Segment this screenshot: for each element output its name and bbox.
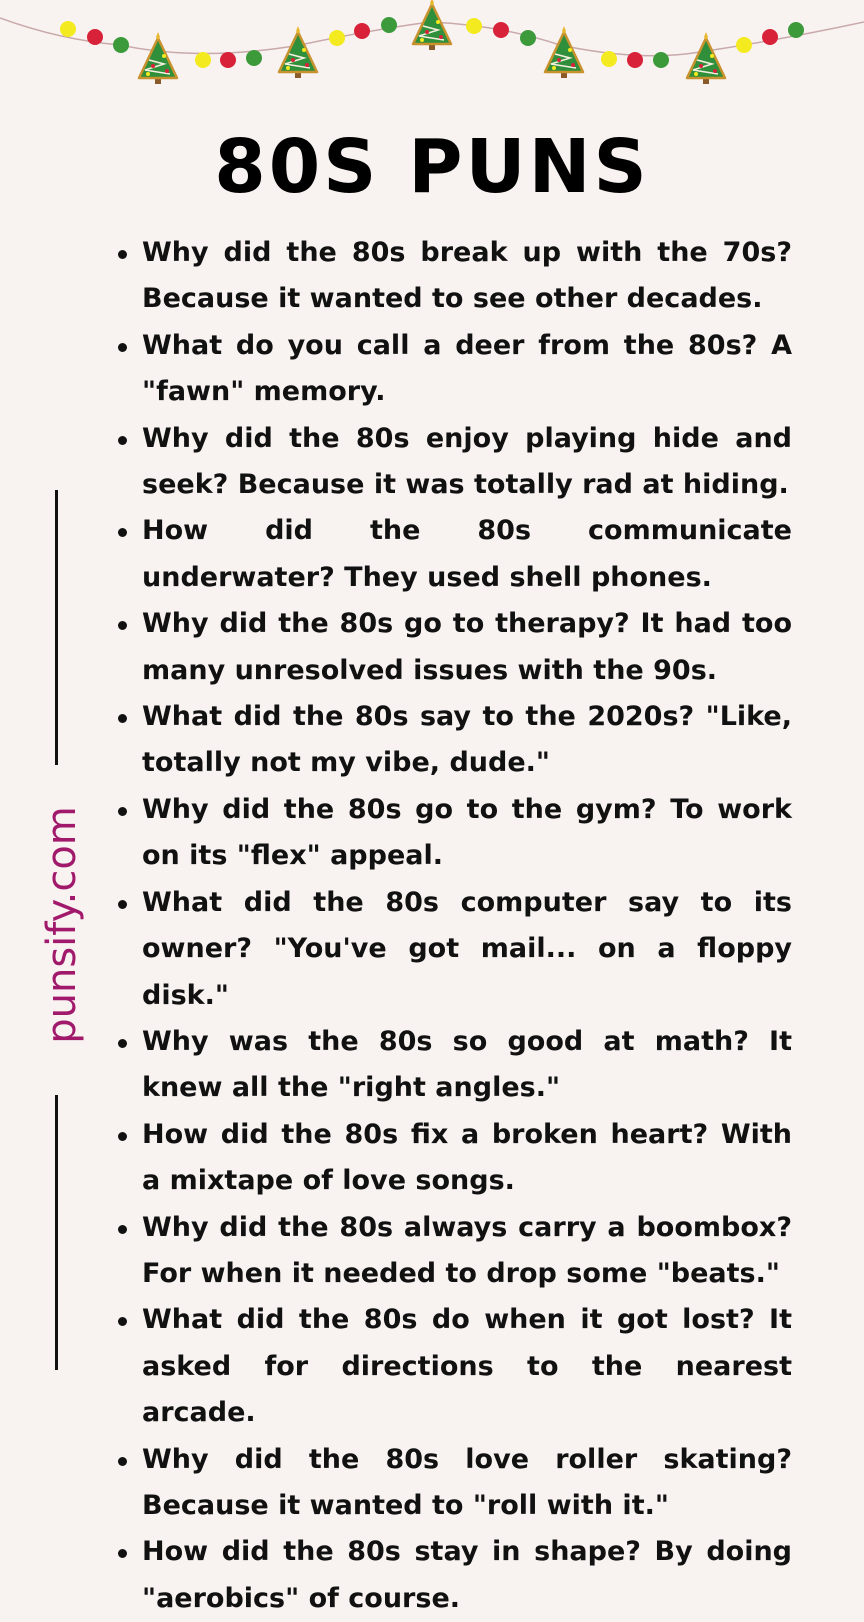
pun-item: Why did the 80s break up with the 70s? Because it wanted to see other decades.: [112, 230, 792, 323]
site-watermark: punsify.com: [39, 806, 85, 1044]
divider-line-top: [55, 490, 58, 765]
light-bulb-icon: [354, 23, 370, 39]
page-title: 80S PUNS: [214, 124, 650, 210]
pun-item: Why did the 80s always carry a boombox? For when it needed to drop some "beats.": [112, 1205, 792, 1298]
light-bulb-icon: [329, 30, 345, 46]
light-bulb-icon: [466, 18, 482, 34]
light-bulb-icon: [601, 51, 617, 67]
light-bulb-icon: [220, 52, 236, 68]
light-bulb-icon: [493, 22, 509, 38]
light-bulb-icon: [113, 37, 129, 53]
light-bulb-icon: [736, 37, 752, 53]
light-bulb-icon: [627, 52, 643, 68]
christmas-tree-icon: [687, 32, 725, 84]
pun-item: Why did the 80s go to therapy? It had too many unresolved issues with the 90s.: [112, 601, 792, 694]
pun-item: Why did the 80s enjoy playing hide and seek? Because it was totally rad at hiding.: [112, 416, 792, 509]
pun-item: Why was the 80s so good at math? It knew all the "right angles.": [112, 1019, 792, 1112]
light-bulb-icon: [381, 17, 397, 33]
pun-item: What did the 80s do when it got lost? It asked for directions to the nearest arcade.: [112, 1297, 792, 1436]
light-bulb-icon: [762, 29, 778, 45]
christmas-tree-icon: [413, 0, 451, 50]
light-bulb-icon: [87, 29, 103, 45]
pun-item: What did the 80s computer say to its owner? "You've got mail... on a floppy disk.": [112, 880, 792, 1019]
christmas-tree-icon: [279, 26, 317, 78]
pun-item: What do you call a deer from the 80s? A "fawn" memory.: [112, 323, 792, 416]
christmas-tree-icon: [545, 26, 583, 78]
light-bulb-icon: [60, 21, 76, 37]
light-bulb-icon: [520, 30, 536, 46]
pun-item: Why did the 80s go to the gym? To work on its "flex" appeal.: [112, 787, 792, 880]
divider-line-bottom: [55, 1095, 58, 1370]
christmas-garland: [0, 0, 864, 100]
pun-item: How did the 80s fix a broken heart? With a mixtape of love songs.: [112, 1112, 792, 1205]
pun-list: [112, 230, 792, 1622]
light-bulb-icon: [653, 52, 669, 68]
pun-item: How did the 80s stay in shape? By doing "aerobics" of course.: [112, 1529, 792, 1622]
light-bulb-icon: [246, 50, 262, 66]
christmas-tree-icon: [139, 32, 177, 84]
light-bulb-icon: [788, 22, 804, 38]
light-bulb-icon: [195, 52, 211, 68]
pun-item: Why did the 80s love roller skating? Because it wanted to "roll with it.": [112, 1437, 792, 1530]
pun-item: How did the 80s communicate underwater? They used shell phones.: [112, 508, 792, 601]
pun-item: What did the 80s say to the 2020s? "Like, totally not my vibe, dude.": [112, 694, 792, 787]
